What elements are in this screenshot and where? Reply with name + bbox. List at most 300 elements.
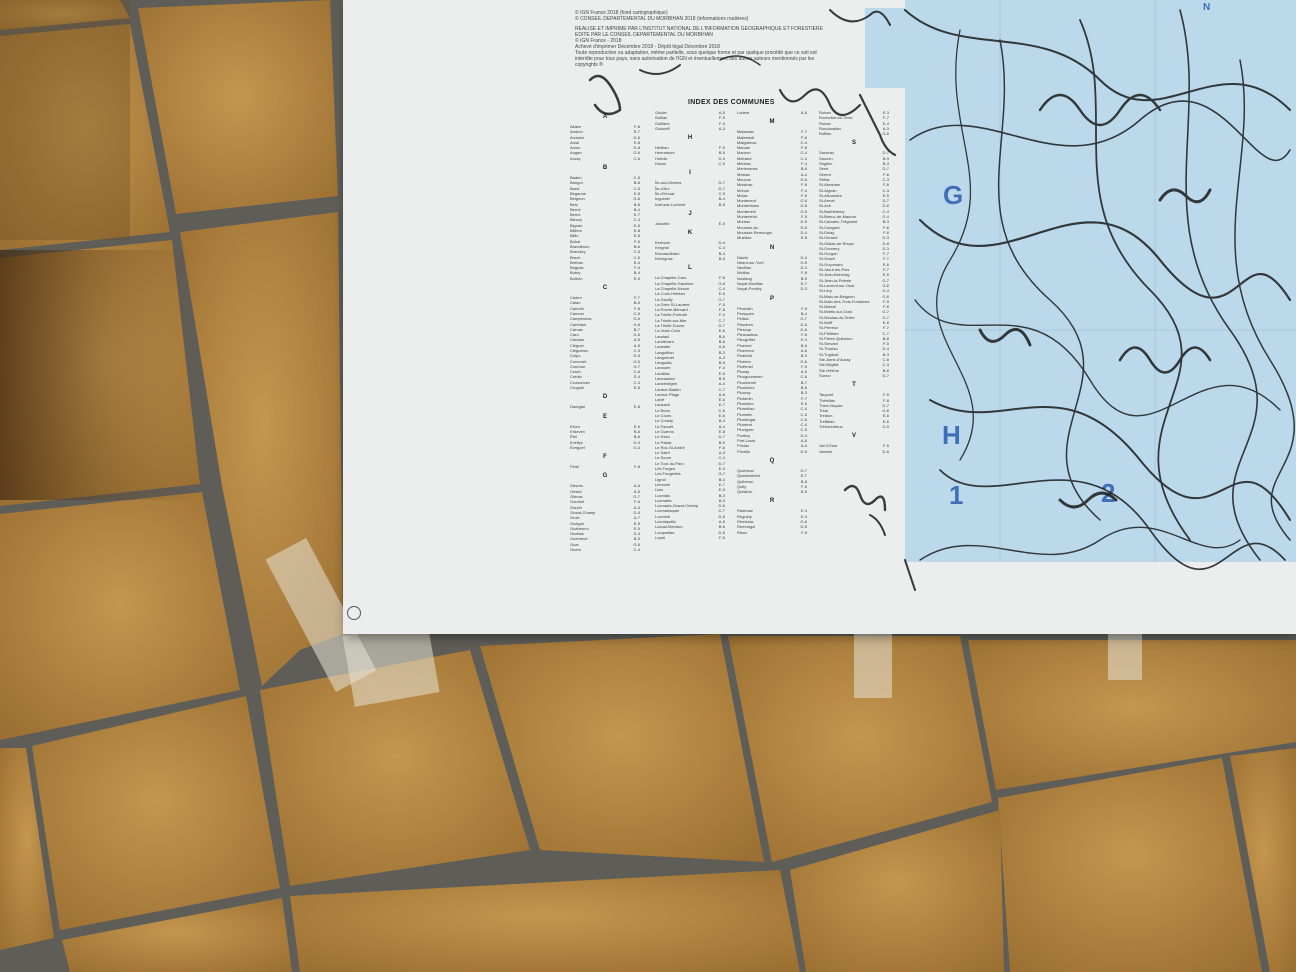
commune-name: Plumelin [737,411,753,417]
grid-reference: E-4 [800,513,807,519]
commune-name: Merlevenez [737,166,758,172]
commune-name: Bangor [570,180,583,186]
grid-reference: D-5 [800,219,807,225]
grid-reference: A-6 [718,391,725,397]
commune-name: Carnac [570,326,583,332]
grid-reference: G-6 [882,282,889,288]
grid-reference: B-5 [800,275,807,281]
grid-reference: G-4 [800,150,807,156]
grid-reference: F-5 [883,341,889,347]
grid-reference: F-5 [801,483,807,489]
commune-name: La Chapelle-Gaceline [655,280,694,286]
commune-name: Beganne [570,190,587,196]
commune-name: St-Nolff [819,319,833,325]
commune-name: St-Dolay [819,229,835,235]
commune-name: Plaudren [737,321,754,327]
commune-name: Monteneuf [737,198,756,204]
index-section-letter: B [602,165,608,172]
grid-reference: B-5 [718,256,725,262]
grid-reference: F-8 [801,270,807,276]
grid-reference: A-5 [800,369,807,375]
grid-reference: A-3 [633,504,640,510]
commune-name: Arradon [570,134,585,140]
grid-reference: C-6 [633,369,640,375]
commune-name: Locmiquélic [655,519,677,524]
grid-reference: C-6 [800,422,807,428]
commune-name: Caden [570,295,582,301]
grid-reference: D-6 [800,321,807,327]
index-section-letter: C [602,285,608,292]
grid-reference: E-5 [718,370,725,376]
commune-name: St-Gérand [819,235,838,241]
commune-name: Melrand [737,155,752,161]
grid-reference: D-7 [718,323,725,329]
commune-name: Neulliac [737,265,752,271]
commune-name: Noyal-Pontivy [737,286,762,292]
commune-name: Caudan [570,337,585,343]
commune-name: Kernascléden [655,250,680,256]
commune-name: Questembert [737,473,761,479]
grid-reference: C-7 [718,508,725,514]
grid-reference: F-6 [801,332,807,338]
grid-reference: E-6 [718,413,725,419]
grid-reference: E-6 [718,397,725,403]
commune-name: St-Léry [819,288,832,294]
commune-name: Inzinzac-Lochrist [655,201,686,207]
grid-reference: C-9 [718,161,725,167]
commune-name: Cléguer [570,342,585,348]
grid-reference: D-8 [633,145,640,151]
grid-reference: G-6 [800,198,807,204]
grid-reference: C-3 [633,379,640,385]
grid-reference: C-4 [633,217,640,223]
grid-reference: C-3 [633,347,640,353]
commune-name: Locoal-Mendon [655,524,683,530]
grid-reference: D-6 [718,529,725,535]
tape-strip [854,628,892,698]
grid-reference: D-7 [882,150,889,156]
commune-name: Lanouée [655,365,671,371]
commune-name: Locminé [655,513,671,519]
grid-reference: C-5 [800,427,807,433]
commune-name: Gâvres [570,483,583,489]
grid-reference: D-6 [800,358,807,364]
grid-reference: F-8 [634,305,640,311]
commune-name: Nivillac [737,270,750,276]
commune-name: Radenac [737,508,754,514]
commune-name: Treffléan [819,418,835,424]
grid-reference: G-5 [882,424,889,430]
commune-name: Plouray [737,390,751,396]
commune-name: Sené [819,166,829,172]
grid-reference: E-5 [633,520,640,526]
commune-name: Billiers [570,228,582,234]
commune-name: Île-d'Houat [655,190,675,196]
grid-reference: F-8 [801,305,807,311]
commune-name: Le Faouët [655,423,674,429]
commune-name: Ste-Brigitte [819,362,839,368]
grid-reference: C-4 [800,139,807,145]
commune-name: Cournon [570,363,586,369]
grid-reference: F-7 [883,251,889,257]
commune-name: Auray [570,155,581,161]
commune-name: Bohal [570,238,581,244]
commune-name: La Chapelle-Caro [655,275,687,281]
commune-name: Taupont [819,392,834,398]
commune-name: Meslan [737,171,750,177]
map-poster [343,0,1296,634]
commune-name: Trédion [819,413,833,419]
commune-name: Mohon [737,187,750,193]
commune-name: Lanester [655,344,671,350]
grid-reference: A-5 [633,337,640,343]
grid-reference: F-7 [883,115,889,121]
grid-reference: B-4 [718,476,725,482]
commune-name: Bréhan [570,259,583,265]
index-section-letter: R [769,498,775,505]
grid-reference: F-7 [634,295,640,301]
grid-reference: B-3 [882,161,889,167]
grid-reference: A-4 [800,171,807,177]
index-section-letter: D [602,394,608,401]
commune-name: Remungol [737,524,756,530]
commune-name: Le Bono [655,407,670,413]
grid-reference: D-7 [718,180,725,186]
commune-name: Le Tour-du-Parc [655,460,684,466]
commune-name: Sarzeau [819,150,834,156]
commune-name: Pontivy [737,432,751,438]
grid-reference: E-6 [882,319,889,325]
grid-reference: E-4 [882,120,889,126]
commune-name: Locmaria-Grand-Champ [655,503,699,509]
grid-reference: E-7 [800,281,807,287]
commune-name: Larmor-Plage [655,391,680,397]
commune-name: Kerfourn [655,240,671,246]
grid-reference: G-5 [633,358,640,364]
commune-name: Josselin [655,220,670,226]
commune-name: Tréhorenteuc [819,424,843,430]
commune-name: Campénéac [570,316,592,322]
grid-reference: E-3 [882,110,889,115]
commune-name: Theix-Noyalo [819,402,843,408]
commune-name: Lanvaudan [655,375,675,381]
grid-reference: F-4 [719,312,725,318]
grid-reference: G-5 [800,259,807,265]
index-section-letter: J [688,210,692,217]
grid-reference: B-9 [882,155,889,161]
commune-name: La Chapelle-Neuve [655,285,690,291]
grid-reference: F-5 [719,301,725,307]
grid-reference: D-4 [882,346,889,352]
commune-name: Guidel [655,110,667,115]
commune-name: St-Barthélemy [819,208,845,214]
grid-reference: E-5 [718,220,725,226]
commune-name: Le Cours [655,413,672,419]
grid-reference: B-6 [633,201,640,207]
grid-reference: E-5 [633,275,640,281]
map-grid-label: 2 [1101,478,1116,508]
commune-name: Malestroit [737,134,755,140]
commune-name: Inguiniel [655,196,670,202]
commune-name: Silfiac [819,176,830,182]
grid-reference: B-4 [633,206,640,212]
grid-reference: E-5 [882,192,889,198]
index-column [570,110,640,552]
commune-name: Carentoir [570,321,587,327]
index-section-letter: M [769,119,775,126]
commune-name: Gourin [570,504,583,510]
grid-reference: B-3 [718,492,725,498]
commune-name: Évriguet [570,444,585,450]
map-grid-label: 1 [949,480,964,510]
commune-name: Larmor-Baden [655,386,681,392]
grid-reference: D-5 [633,222,640,228]
grid-reference: B-3 [882,219,889,225]
commune-name: Camoël [570,305,584,311]
commune-name: Guiscriff [655,125,670,131]
commune-name: Séglien [819,161,833,167]
grid-reference: B-6 [800,166,807,172]
commune-name: La Croix-Helléan [655,291,685,297]
credit-line: RÉALISÉ ET IMPRIMÉ PAR L'INSTITUT NATIONAL DE L'INFORMATION GÉOGRAPHIQUE ET FORESTIÈRE [575,26,823,32]
grid-reference: B-3 [800,353,807,359]
commune-name: Moustoir-Remungol [737,229,772,235]
grid-reference: F-6 [883,182,889,188]
commune-name: St-Martin-sur-Oust [819,309,852,315]
commune-name: Ploemeur [737,347,755,353]
index-column [655,110,725,540]
grid-reference: D-3 [882,235,889,241]
grid-reference: F-4 [719,365,725,371]
grid-reference: A-3 [882,125,889,131]
index-entry [570,547,640,552]
commune-name: Le Croisty [655,418,674,424]
credit-line: ÉDITÉ PAR LE CONSEIL DÉPARTEMENTAL DU MORBIHAN [575,32,713,38]
commune-name: Ruffiac [819,131,832,137]
grid-reference: E-8 [633,139,640,145]
commune-name: Ste-Anne-d'Auray [819,357,851,363]
grid-reference: B-4 [718,250,725,256]
grid-reference: D-6 [882,448,889,454]
grid-reference: G-6 [800,519,807,524]
grid-reference: B-5 [718,360,725,366]
commune-name: Billio [570,233,579,239]
grid-reference: F-5 [883,443,889,449]
grid-reference: C-6 [800,374,807,380]
credit-line: copyrights ® [575,62,603,68]
commune-name: Locqueltas [655,529,675,535]
commune-name: Croixanvec [570,379,591,385]
commune-name: Ambon [570,129,583,135]
grid-reference: E-6 [882,413,889,419]
grid-reference: F-8 [883,229,889,235]
grid-reference: D-7 [882,372,889,378]
commune-name: Malguénac [737,139,757,145]
commune-name: St-Brieuc-de-Mauron [819,214,857,220]
grid-reference: B-5 [718,201,725,207]
grid-reference: G-7 [633,494,640,500]
commune-name: St-Gildas-de-Rhuys [819,240,854,246]
commune-name: Le Hézo [655,434,670,440]
commune-name: Loyat [655,534,665,540]
grid-reference: D-6 [633,134,640,140]
commune-name: St-Jean-Brévelay [819,272,850,278]
commune-name: Hennebont [655,150,675,156]
commune-name: Val d'Oust [819,443,838,449]
grid-reference: F-7 [801,129,807,135]
commune-name: Berric [570,212,581,218]
commune-name: Plougoumelen [737,374,763,380]
commune-name: Arzal [570,139,580,145]
grid-reference: F-6 [801,192,807,198]
commune-name: Guillac [655,115,668,121]
commune-name: Larré [655,397,665,403]
grid-reference: D-4 [718,240,725,246]
grid-reference: E-7 [800,473,807,479]
grid-reference: F-6 [634,499,640,505]
commune-name: Rochefort-en-Terre [819,115,853,121]
grid-reference: A-4 [718,381,725,387]
grid-reference: C-3 [882,362,889,368]
map-grid-label: G [943,180,964,210]
commune-name: Lauzach [655,402,671,408]
grid-reference: A-4 [800,443,807,449]
grid-reference: D-6 [800,176,807,182]
grid-reference: D-5 [718,513,725,519]
commune-name: Roudouallec [819,125,842,131]
commune-name: Gestel [570,488,582,494]
index-section-letter: A [602,114,608,120]
commune-name: Arzon [570,145,581,151]
grid-reference: B-3 [800,390,807,396]
grid-reference: E-6 [882,261,889,267]
grid-reference: B-6 [718,338,725,344]
grid-reference: D-8 [882,240,889,246]
grid-reference: E-8 [633,404,640,410]
commune-name: Quily [737,483,747,489]
grid-reference: B-6 [633,243,640,249]
commune-name: Sérent [819,171,831,177]
grid-reference: F-4 [634,265,640,271]
commune-name: Rohan [819,110,831,115]
grid-reference: B-7 [800,379,807,385]
grid-reference: G-7 [718,471,725,477]
index-section-letter: S [851,140,856,147]
grid-reference: C-7 [718,386,725,392]
grid-reference: F-5 [719,534,725,540]
commune-name: Gueltas [570,531,584,537]
commune-name: Ploërmel [737,363,753,369]
grid-reference: D-5 [633,353,640,359]
grid-reference: G-6 [633,541,640,547]
grid-reference: B-8 [882,335,889,341]
grid-reference: C-4 [633,547,640,552]
commune-name: Berné [570,206,581,212]
grid-reference: A-6 [718,344,725,350]
commune-name: Guer [570,541,579,547]
grid-reference: F-8 [634,464,640,470]
grid-reference: F-6 [719,275,725,281]
commune-name: Langoëlan [655,349,674,355]
commune-name: Théhillac [819,397,836,403]
map-grid-label: H [942,420,961,450]
commune-name: Concoret [570,358,587,364]
paper-margin [859,0,907,8]
grid-reference: D-6 [882,203,889,209]
index-section-letter: P [769,295,774,302]
grid-reference: B-6 [633,428,640,434]
index-column [819,110,889,454]
commune-name: St-Tugdual [819,351,839,357]
commune-name: St-Caradec-Trégomel [819,219,858,225]
commune-name: Hoëdic [655,155,668,161]
commune-name: St-Aignan [819,187,837,193]
grid-reference: C-3 [882,176,889,182]
grid-reference: E-7 [718,402,725,408]
commune-name: Grand-Champ [570,509,596,515]
commune-name: St-Perreux [819,325,839,331]
commune-name: Quiberon [737,478,754,484]
grid-reference: A-6 [800,347,807,353]
grid-reference: H-7 [633,363,640,369]
grid-reference: D-6 [800,203,807,209]
commune-name: La Trinité-sur-Mer [655,317,687,323]
commune-name: Crach [570,369,581,375]
grid-reference: C-5 [633,310,640,316]
grid-reference: D-6 [718,503,725,509]
grid-reference: G-7 [800,316,807,322]
grid-reference: A-6 [718,519,725,524]
commune-name: Guern [570,547,582,552]
commune-name: Moréac [737,219,751,225]
grid-reference: F-4 [801,187,807,193]
commune-name: Le Sourn [655,455,672,461]
commune-name: Tréal [819,408,828,414]
credit-line: © IGN France - 2018 [575,38,622,44]
index-section-letter: G [602,473,608,480]
commune-name: Priziac [737,443,750,449]
commune-name: Pleucadeuc [737,332,758,338]
grid-reference: F-8 [634,124,640,129]
commune-name: Brignac [570,265,584,271]
commune-name: Plescop [737,326,752,332]
grid-reference: B-5 [718,375,725,381]
commune-name: Le Guerno [655,428,674,434]
grid-reference: F-5 [719,145,725,151]
commune-name: Bieuzy [570,217,583,223]
grid-reference: G-6 [882,408,889,414]
commune-name: Brech [570,254,581,260]
grid-reference: B-8 [800,478,807,484]
grid-reference: F-7 [883,325,889,331]
commune-name: Ménéac [737,161,752,167]
commune-name: Lizio [655,487,664,493]
grid-reference: F-5 [883,392,889,398]
grid-reference: A-6 [633,483,640,489]
index-title: INDEX DES COMMUNES [688,99,775,106]
commune-name: St-Guyomard [819,261,843,267]
commune-name: Meucon [737,176,752,182]
grid-reference: F-8 [801,529,807,535]
commune-name: Crédin [570,374,582,380]
grid-reference: C-5 [633,249,640,255]
grid-reference: F-6 [883,304,889,310]
grid-reference: F-5 [801,363,807,369]
commune-name: St-Jacut-les-Pins [819,267,850,273]
grid-reference: E-4 [718,466,725,472]
grid-reference: C-4 [882,208,889,214]
grid-reference: A-4 [718,423,725,429]
